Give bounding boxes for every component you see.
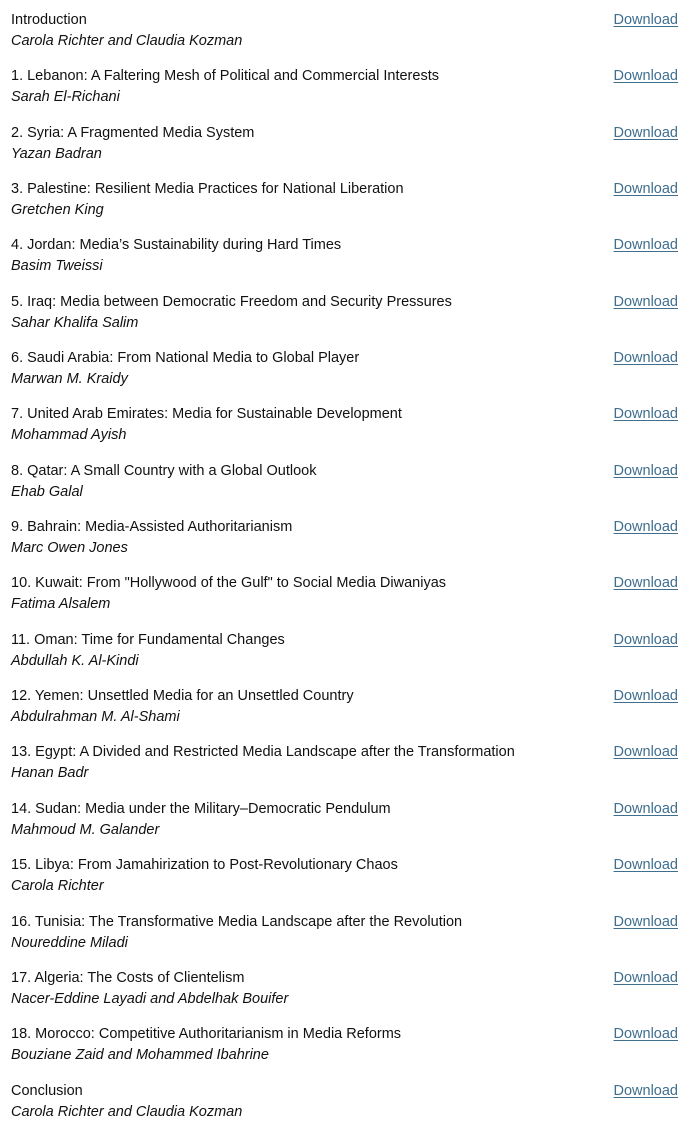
chapter-authors: Bouziane Zaid and Mohammed Ibahrine [11, 1047, 269, 1064]
chapter-title: 11. Oman: Time for Fundamental Changes [11, 631, 285, 648]
download-link[interactable]: Download [613, 1026, 678, 1043]
chapter-title: 12. Yemen: Unsettled Media for an Unsettled Country [11, 688, 354, 705]
download-link[interactable]: Download [613, 913, 678, 930]
toc-entry [0, 10, 686, 66]
download-link[interactable]: Download [613, 744, 678, 761]
download-link[interactable]: Download [613, 688, 678, 705]
chapter-authors: Ehab Galal [11, 483, 83, 500]
chapter-authors: Mahmoud M. Galander [11, 821, 160, 838]
download-link[interactable]: Download [613, 462, 678, 479]
download-link[interactable]: Download [613, 293, 678, 310]
toc-entry [0, 1024, 686, 1080]
toc-entry [0, 517, 686, 573]
chapter-title: 14. Sudan: Media under the Military–Democratic Pendulum [11, 800, 391, 817]
chapter-authors: Gretchen King [11, 202, 104, 219]
toc-entry [0, 404, 686, 460]
chapter-title: 7. United Arab Emirates: Media for Sustainable Development [11, 406, 402, 423]
chapter-authors: Basim Tweissi [11, 258, 103, 275]
chapter-title: 4. Jordan: Media’s Sustainability during Hard Times [11, 237, 342, 254]
chapter-authors: Marc Owen Jones [11, 540, 128, 557]
chapter-authors: Mohammad Ayish [11, 427, 127, 444]
download-link[interactable]: Download [613, 631, 678, 648]
download-link[interactable]: Download [613, 519, 678, 536]
download-link[interactable]: Download [613, 969, 678, 986]
chapter-authors: Carola Richter and Claudia Kozman [11, 1103, 243, 1120]
chapter-title: 10. Kuwait: From "Hollywood of the Gulf" to Social Media Diwaniyas [11, 575, 447, 592]
download-link[interactable]: Download [613, 124, 678, 141]
toc-entry [0, 968, 686, 1024]
chapter-authors: Noureddine Miladi [11, 934, 128, 951]
toc-entry [0, 1081, 686, 1137]
download-link[interactable]: Download [613, 857, 678, 874]
toc-entry [0, 855, 686, 911]
chapter-authors: Hanan Badr [11, 765, 89, 782]
chapter-authors: Marwan M. Kraidy [11, 371, 128, 388]
chapter-title: 13. Egypt: A Divided and Restricted Media Landscape after the Transformation [11, 744, 515, 761]
chapter-authors: Abdullah K. Al-Kindi [11, 652, 139, 669]
download-link[interactable]: Download [613, 800, 678, 817]
chapter-title: 3. Palestine: Resilient Media Practices for National Liberation [11, 181, 404, 198]
download-link[interactable]: Download [613, 350, 678, 367]
chapter-title: 15. Libya: From Jamahirization to Post-Revolutionary Chaos [11, 857, 398, 874]
toc-entry [0, 292, 686, 348]
chapter-title: 8. Qatar: A Small Country with a Global Outlook [11, 462, 317, 479]
toc-entry [0, 66, 686, 122]
toc-entry [0, 235, 686, 291]
chapter-title: 1. Lebanon: A Faltering Mesh of Political and Commercial Interests [11, 68, 439, 85]
download-link[interactable]: Download [613, 68, 678, 85]
toc-entry [0, 573, 686, 629]
download-link[interactable]: Download [613, 1082, 678, 1099]
toc-entry [0, 686, 686, 742]
toc-entry [0, 348, 686, 404]
chapter-title: 16. Tunisia: The Transformative Media Landscape after the Revolution [11, 913, 463, 930]
download-link[interactable]: Download [613, 406, 678, 423]
chapter-title: Introduction [11, 12, 87, 28]
chapter-authors: Fatima Alsalem [11, 596, 111, 613]
chapter-title: 5. Iraq: Media between Democratic Freedom and Security Pressures [11, 293, 452, 310]
chapter-title: 9. Bahrain: Media-Assisted Authoritarianism [11, 519, 293, 536]
toc-entry [0, 630, 686, 686]
toc-entry [0, 123, 686, 179]
chapter-authors: Sahar Khalifa Salim [11, 314, 139, 331]
chapter-title: 6. Saudi Arabia: From National Media to Global Player [11, 350, 360, 367]
chapter-title: Conclusion [11, 1082, 83, 1099]
download-link[interactable]: Download [613, 575, 678, 592]
chapter-authors: Sarah El-Richani [11, 89, 120, 106]
toc-entry [0, 179, 686, 235]
chapter-title: 18. Morocco: Competitive Authoritarianism in Media Reforms [11, 1026, 402, 1043]
chapter-authors: Yazan Badran [11, 145, 102, 162]
chapter-authors: Carola Richter [11, 878, 104, 895]
toc-entry [0, 799, 686, 855]
chapter-title: 2. Syria: A Fragmented Media System [11, 124, 255, 141]
table-of-contents [0, 10, 686, 1137]
toc-entry [0, 912, 686, 968]
chapter-authors: Nacer-Eddine Layadi and Abdelhak Bouifer [11, 990, 289, 1007]
chapter-authors: Carola Richter and Claudia Kozman [11, 33, 243, 49]
download-link[interactable]: Download [613, 181, 678, 198]
chapter-title: 17. Algeria: The Costs of Clientelism [11, 969, 245, 986]
toc-entry [0, 742, 686, 798]
download-link[interactable]: Download [613, 12, 678, 28]
download-link[interactable]: Download [613, 237, 678, 254]
chapter-authors: Abdulrahman M. Al-Shami [11, 709, 180, 726]
toc-entry [0, 461, 686, 517]
